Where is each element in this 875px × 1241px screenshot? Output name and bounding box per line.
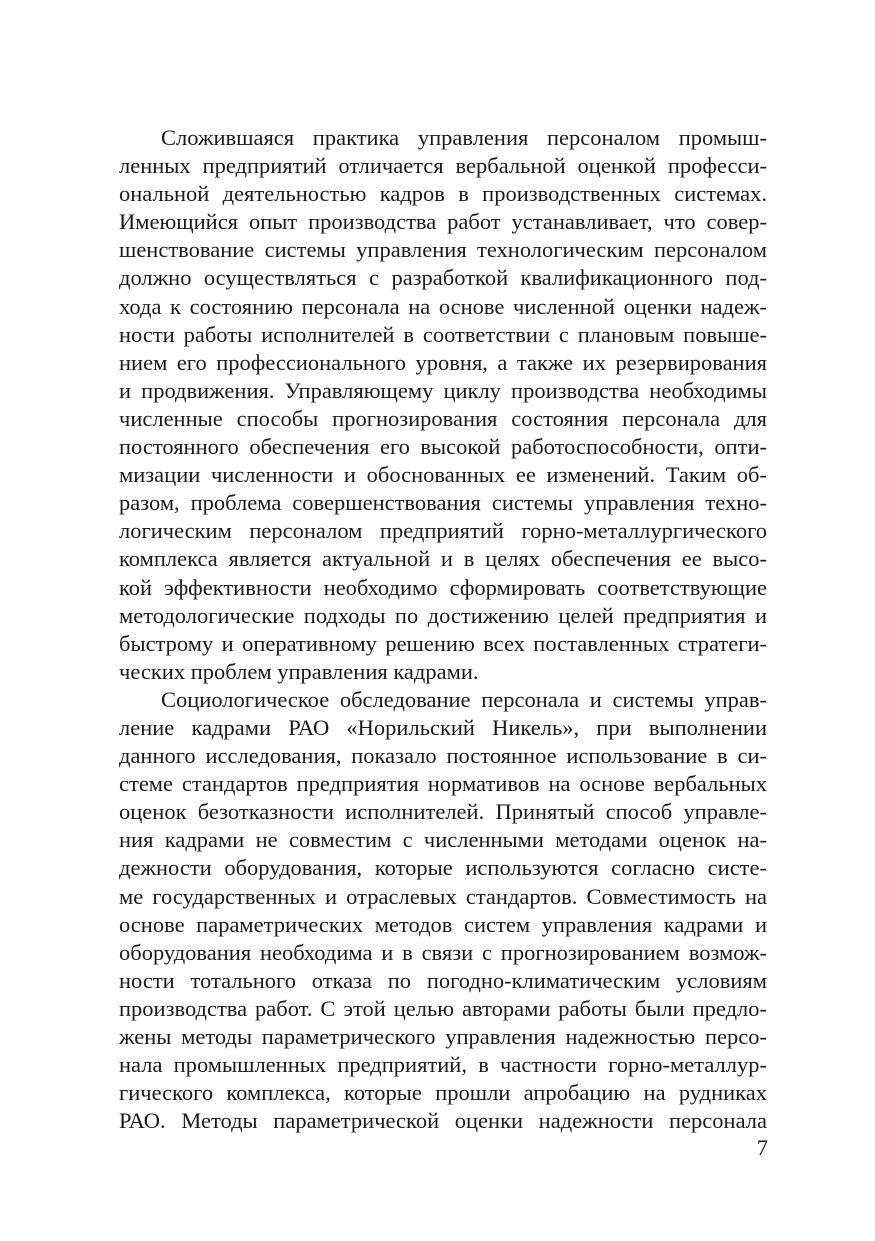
text-line: РАО. Методы параметрической оценки надежности персонала <box>119 1108 767 1134</box>
text-line: нала промышленных предприятий, в частности горно-металлур- <box>119 1052 767 1078</box>
text-line: производства работ. С этой целью авторами работы были предло- <box>119 995 767 1021</box>
paragraph-2 <box>119 686 767 1136</box>
text-line: ленных предприятий отличается вербальной оценкой професси- <box>119 153 767 179</box>
text-line: ния кадрами не совместим с численными методами оценок на- <box>119 827 767 853</box>
paragraph-1 <box>119 124 767 686</box>
text-line: дежности оборудования, которые используются согласно систе- <box>119 855 767 881</box>
page-number: 7 <box>756 1135 768 1160</box>
text-line: численные способы прогнозирования состояния персонала для <box>119 405 767 431</box>
text-line: разом, проблема совершенствования системы управления техно- <box>119 490 767 516</box>
text-line: шенствование системы управления технологическим персоналом <box>119 237 767 263</box>
text-line: ление кадрами РАО «Норильский Никель», при выполнении <box>119 714 767 740</box>
text-line: оценок безотказности исполнителей. Принятый способ управле- <box>119 799 767 825</box>
text-line: комплекса является актуальной и в целях обеспечения ее высо- <box>119 546 767 572</box>
text-line: стеме стандартов предприятия нормативов на основе вербальных <box>119 771 767 797</box>
text-line: должно осуществляться с разработкой квалификационного под- <box>119 265 767 291</box>
text-line: основе параметрических методов систем управления кадрами и <box>119 911 767 937</box>
text-line: нием его профессионального уровня, а также их резервирования <box>119 349 767 375</box>
body-text <box>119 124 767 1135</box>
text-line: оборудования необходима и в связи с прогнозированием возмож- <box>119 939 767 965</box>
text-line: ности тотального отказа по погодно-климатическим условиям <box>119 967 767 993</box>
text-line: Социологическое обследование персонала и системы управ- <box>161 686 767 712</box>
text-line: ме государственных и отраслевых стандартов. Совместимость на <box>119 883 767 909</box>
text-line: методологические подходы по достижению целей предприятия и <box>119 602 767 628</box>
text-line: хода к состоянию персонала на основе численной оценки надеж- <box>119 293 767 319</box>
text-line: постоянного обеспечения его высокой работоспособности, опти- <box>119 434 767 460</box>
text-line: и продвижения. Управляющему циклу производства необходимы <box>119 377 767 403</box>
text-line: гического комплекса, которые прошли апробацию на рудниках <box>119 1080 767 1106</box>
text-line: данного исследования, показало постоянное использование в си- <box>119 743 767 769</box>
text-line: ческих проблем управления кадрами. <box>119 658 479 684</box>
text-line: кой эффективности необходимо сформировать соответствующие <box>119 574 767 600</box>
text-line: быстрому и оперативному решению всех поставленных стратеги- <box>119 630 767 656</box>
text-line: Сложившаяся практика управления персоналом промыш- <box>161 125 767 150</box>
text-line: мизации численности и обоснованных ее изменений. Таким об- <box>119 462 767 488</box>
text-line: жены методы параметрического управления надежностью персо- <box>119 1024 767 1049</box>
text-line: логическим персоналом предприятий горно-металлургического <box>119 518 767 544</box>
text-line: ности работы исполнителей в соответствии с плановым повыше- <box>119 321 767 347</box>
text-line: Имеющийся опыт производства работ устанавливает, что совер- <box>119 209 767 235</box>
text-line: ональной деятельностью кадров в производственных системах. <box>119 181 767 207</box>
